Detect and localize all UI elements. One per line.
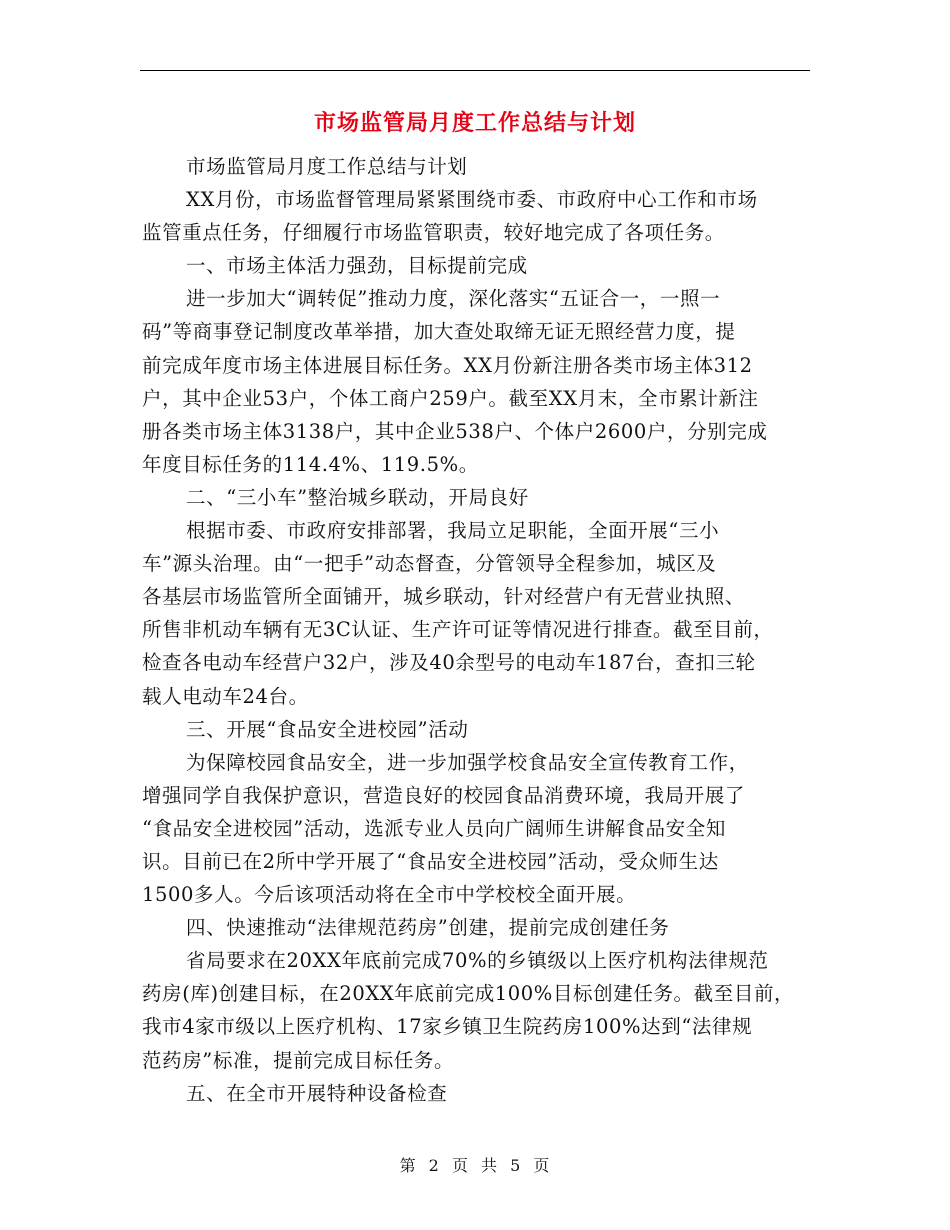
text-line: “食品安全进校园”活动，选派专业人员向广阔师生讲解食品安全知 bbox=[142, 816, 726, 840]
text-line: 根据市委、市政府安排部署，我局立足职能，全面开展“三小 bbox=[186, 519, 720, 543]
header-rule bbox=[140, 70, 810, 71]
text-line: 户，其中企业53户，个体工商户259户。截至XX月末，全市累计新注 bbox=[142, 386, 759, 410]
text-line: 监管重点任务，仔细履行市场监管职责，较好地完成了各项任务。 bbox=[142, 221, 725, 245]
text-line: 车”源头治理。由“一把手”动态督查，分管领导全程参加，城区及 bbox=[142, 552, 717, 576]
text-line: 检查各电动车经营户32户，涉及40余型号的电动车187台，查扣三轮 bbox=[142, 651, 756, 675]
text-line: 为保障校园食品安全，进一步加强学校食品安全宣传教育工作， bbox=[186, 750, 749, 774]
text-line: 我市4家市级以上医疗机构、17家乡镇卫生院药房100%达到“法律规 bbox=[142, 1015, 753, 1039]
text-line: 五、在全市开展特种设备检查 bbox=[186, 1081, 448, 1105]
text-line: 四、快速推动“法律规范药房”创建，提前完成创建任务 bbox=[186, 916, 670, 940]
text-line: 市场监管局月度工作总结与计划 bbox=[186, 155, 468, 178]
text-line: 码”等商事登记制度改革举措，加大查处取缔无证无照经营力度，提 bbox=[142, 320, 736, 344]
text-line: 识。目前已在2所中学开展了“食品安全进校园”活动，受众师生达 bbox=[142, 849, 719, 873]
text-line: 所售非机动车辆有无3C认证、生产许可证等情况进行排查。截至目前， bbox=[142, 618, 774, 642]
text-line: 各基层市场监管所全面铺开，城乡联动，针对经营户有无营业执照、 bbox=[142, 585, 746, 609]
text-line: 册各类市场主体3138户，其中企业538户、个体户2600户，分别完成 bbox=[142, 419, 768, 443]
text-line: 药房(库)创建目标，在20XX年底前完成100%目标创建任务。截至目前， bbox=[142, 982, 795, 1006]
text-line: XX月份，市场监督管理局紧紧围绕市委、市政府中心工作和市场 bbox=[186, 188, 758, 212]
text-line: 二、“三小车”整治城乡联动，开局良好 bbox=[186, 485, 529, 509]
text-line: 增强同学自我保护意识，营造良好的校园食品消费环境，我局开展了 bbox=[142, 783, 746, 807]
text-line: 范药房”标准，提前完成目标任务。 bbox=[142, 1048, 455, 1072]
page-indicator: 第 2 页 共 5 页 bbox=[399, 1156, 551, 1175]
text-line: 省局要求在20XX年底前完成70%的乡镇级以上医疗机构法律规范 bbox=[186, 949, 769, 973]
text-line: 三、开展“食品安全进校园”活动 bbox=[186, 717, 469, 741]
text-line: 进一步加大“调转促”推动力度，深化落实“五证合一，一照一 bbox=[186, 287, 721, 311]
text-line: 1500多人。今后该项活动将在全市中学校校全面开展。 bbox=[142, 883, 637, 907]
text-line: 一、市场主体活力强劲，目标提前完成 bbox=[186, 254, 528, 278]
text-line: 前完成年度市场主体进展目标任务。XX月份新注册各类市场主体312 bbox=[142, 353, 753, 377]
document-body bbox=[142, 150, 810, 1110]
text-line: 载人电动车24台。 bbox=[142, 684, 309, 708]
text-line: 年度目标任务的114.4%、119.5%。 bbox=[142, 452, 479, 476]
document-title: 市场监管局月度工作总结与计划 bbox=[313, 110, 636, 136]
